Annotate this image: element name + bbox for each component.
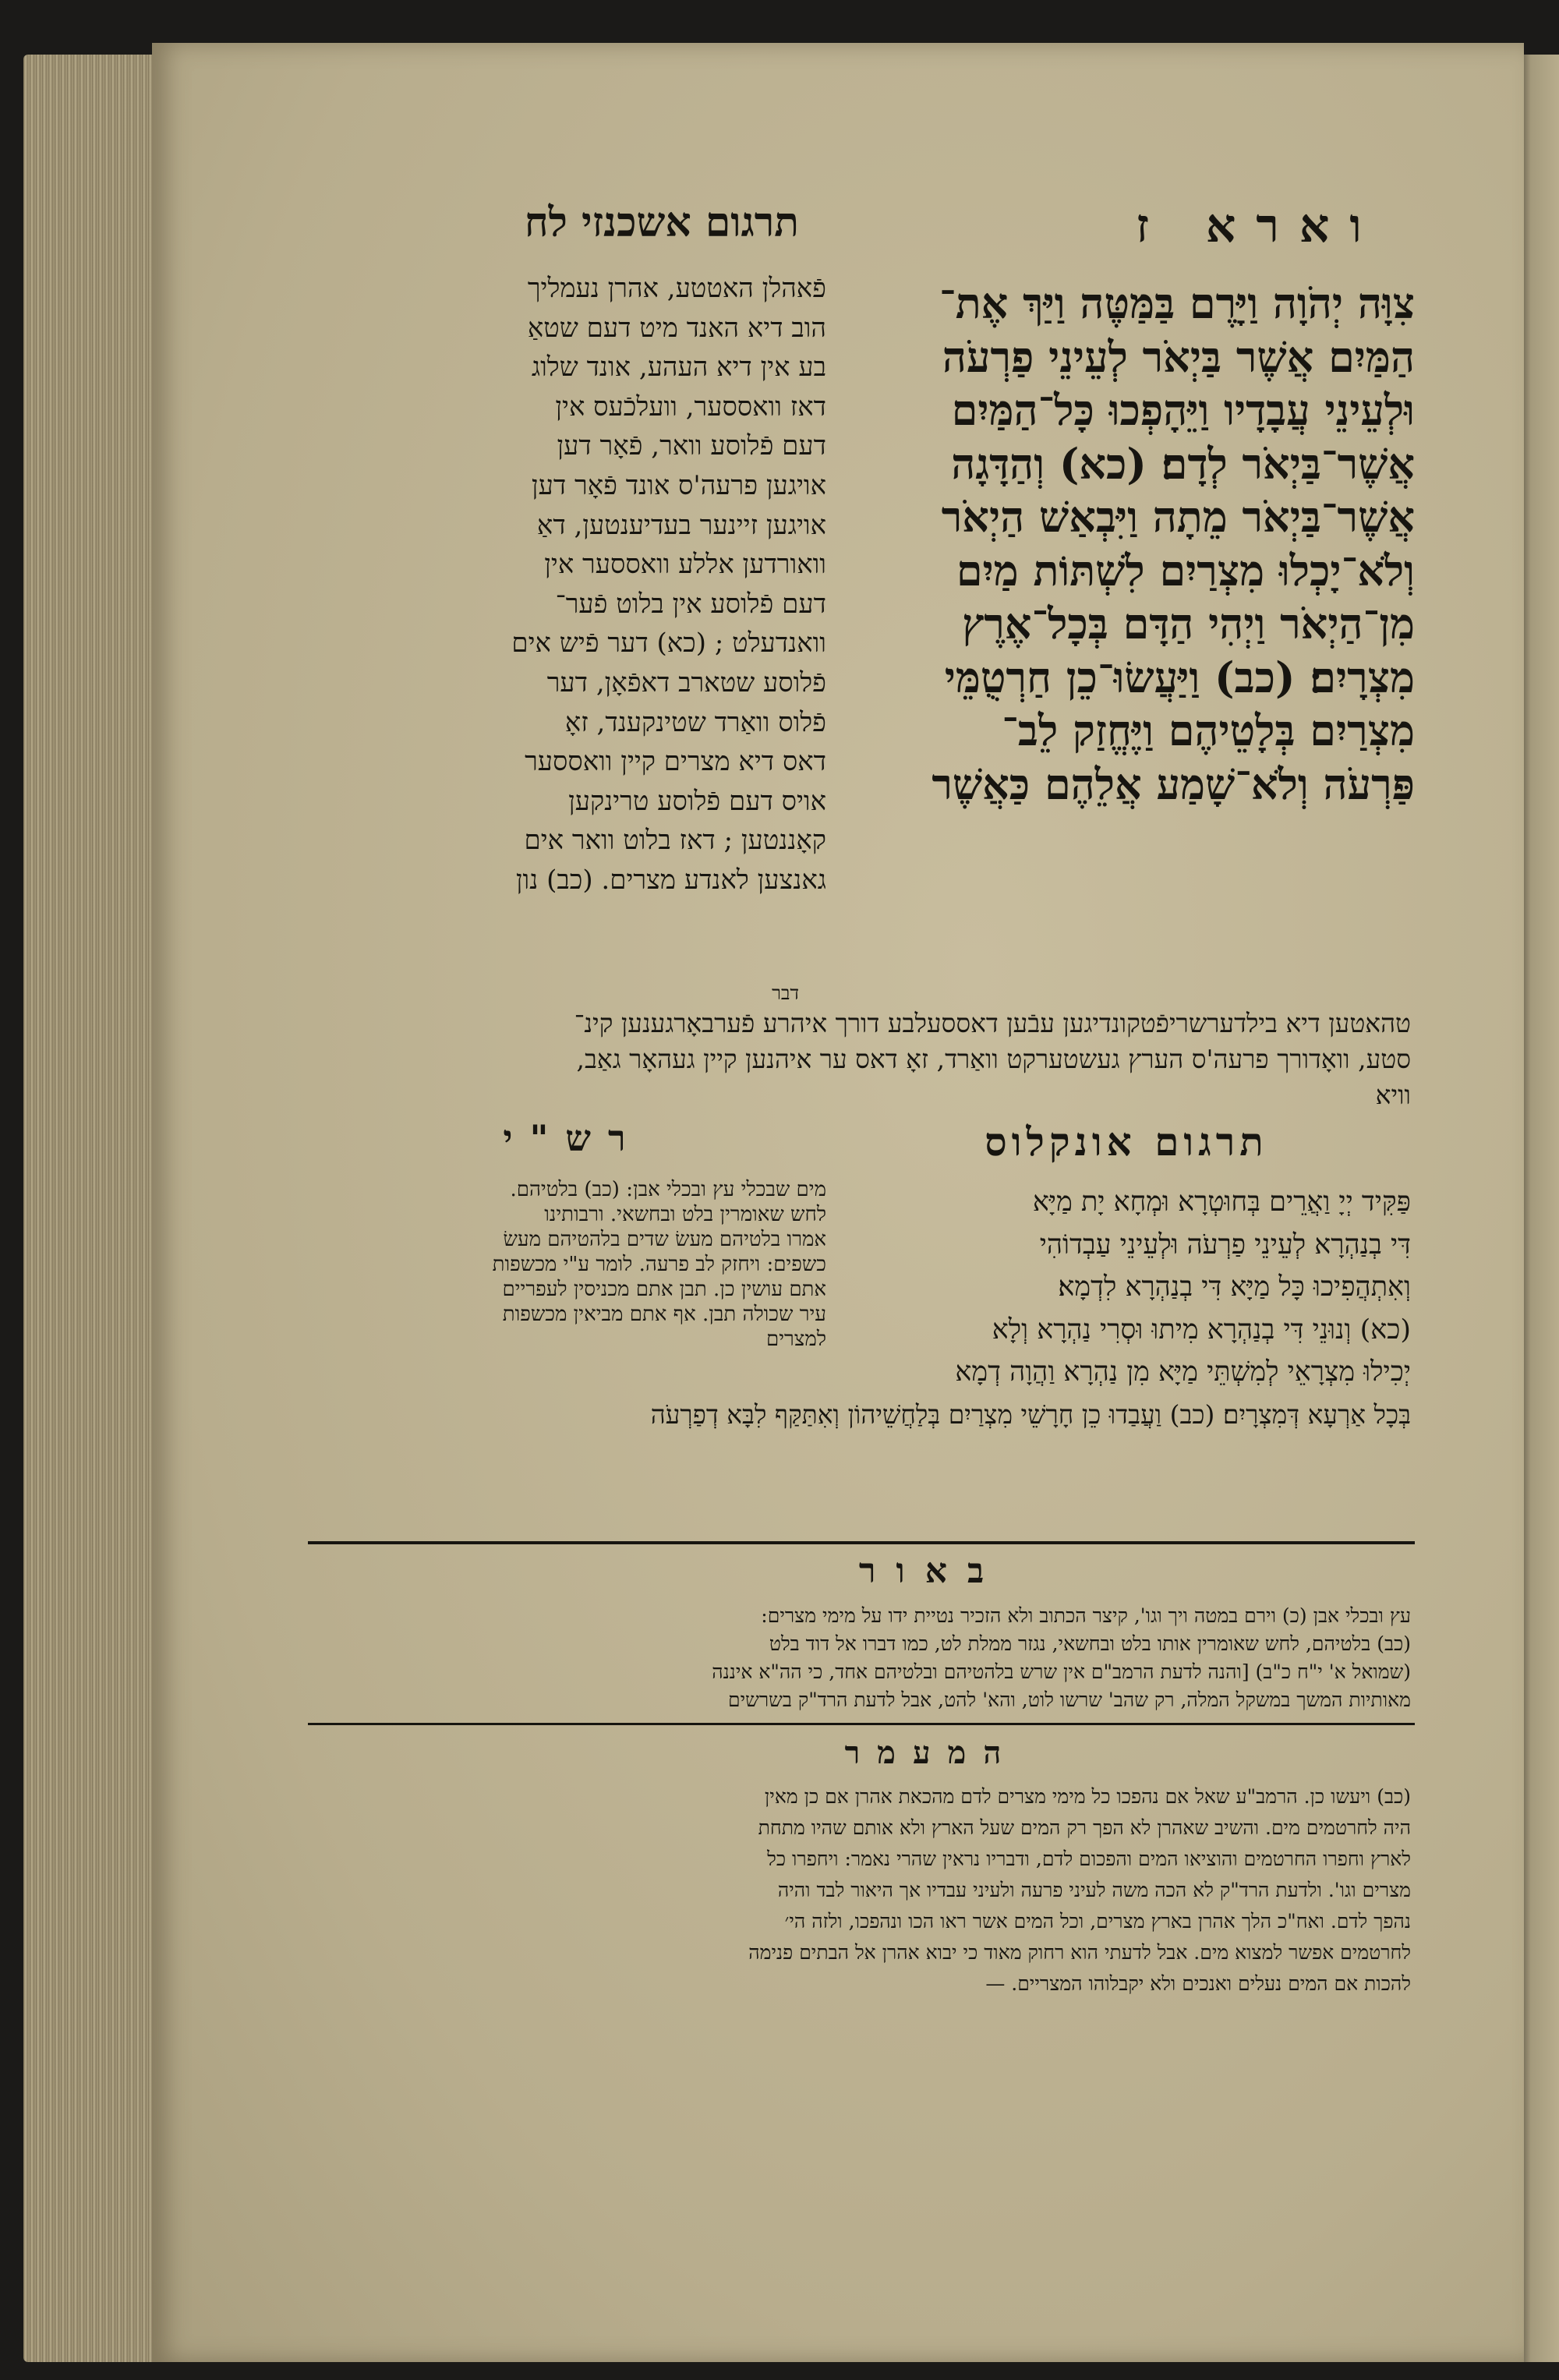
hameamer-line: היה לחרטמים מים. והשיב שאהרן לא הפך רק המים שעל הארץ ולא אותם שהיו מתחת xyxy=(758,1816,1411,1839)
yiddish-line: פֿלוס וואַרד שטינקענד, זאָ xyxy=(564,706,826,738)
onkelos-line: דִּי בְנַהְרָא לְעֵינֵי פַרְעֹה וּלְעֵינֵי עַבְדוֹהִי xyxy=(1039,1229,1411,1261)
catchword: דבר xyxy=(772,982,799,1004)
yiddish-line: סטע, וואָדורך פרעה'ס הערץ געשטערקט וואַרד, זאָ דאס ער איהנען קיין געהאָר גאַב, xyxy=(576,1044,1411,1074)
yiddish-line: פֿלוסע שטארב דאפֿאָן, דער xyxy=(546,667,826,698)
hebrew-verse-line: וּלְעֵינֵי עֲבָדָיו וַיֵּהָפְכוּ כָּל־הַמַּיִם xyxy=(951,385,1415,435)
rashi-title: רש"י xyxy=(503,1117,643,1159)
rashi-line: עיר שכולה תבן. אף אתם מביאין מכשפות xyxy=(502,1303,826,1326)
hebrew-verse-line: מִצְרַיִם בְּלָטֵיהֶם וַיֶּחֱזַק לֵב־ xyxy=(1002,706,1415,755)
hebrew-verse-line: מִן־הַיְאֹר וַיְהִי הַדָּם בְּכָל־אֶרֶץ xyxy=(962,599,1415,649)
hebrew-main-text xyxy=(729,277,1415,811)
biur-line: מאותיות המשך במשקל המלה, רק שהב' שרשו לוט, והא' להט, אבל לדעת הרד"ק בשרשים xyxy=(728,1689,1411,1711)
section-divider-2 xyxy=(308,1723,1415,1725)
section-divider xyxy=(308,1541,1415,1544)
yiddish-line: הוב דיא האנד מיט דעם שטאַ xyxy=(527,312,826,344)
onkelos-line: פַּקִּיד יְיָ וַאֲרֵים בְּחוּטְרָא וּמְחָא יָת מַיָּא xyxy=(1032,1186,1411,1218)
book-page-edges xyxy=(23,55,171,2362)
biur-line: (כב) בלטיהם, לחש שאומרין אותו בלט ובחשאי, נגזר ממלת לט, כמו דברו אל דוד בלט xyxy=(769,1632,1411,1655)
hameamer-line: לחרטמים אפשר למצוא מים. אבל לדעתי הוא רחוק מאוד כי יבוא אהרן אל הבתים פנימה xyxy=(748,1941,1411,1964)
yiddish-line: וואורדען אללע וואססער אין xyxy=(544,549,826,581)
hameamer-title: המעמר xyxy=(844,1735,1019,1771)
yiddish-line: אויגען פרעה'ס אונד פֿאָר דען xyxy=(531,469,826,501)
hebrew-verse-line: וְלֹא־יָכְלוּ מִצְרַיִם לִשְׁתּוֹת מַיִם xyxy=(956,545,1415,596)
yiddish-line: וויא xyxy=(1375,1080,1411,1110)
header-parsha-title: וארא ז xyxy=(1136,199,1382,253)
hameamer-line: להכות אם המים נעלים ואנכים ולא יקבלוהו המצריים. — xyxy=(985,1972,1411,1995)
header-yiddish-title: תרגום אשכנזי לח xyxy=(524,199,799,246)
onkelos-line: (כא) וְנוּנֵי דִּי בְנַהְרָא מִיתוּ וּסְרִי נַהְרָא וְלָא xyxy=(992,1314,1411,1346)
yiddish-line: דעם פֿלוסע וואר, פֿאָר דען xyxy=(557,430,826,462)
yiddish-line: דאז וואססער, וועלכֿעס אין xyxy=(555,391,826,423)
yiddish-translation-continuation xyxy=(327,1006,1411,1113)
biur-commentary xyxy=(312,1602,1411,1714)
hameamer-line: נהפך לדם. ואח"כ הלך אהרן בארץ מצרים, וכל המים אשר ראו הכו ונהפכו, ולזה הי׳ xyxy=(784,1910,1411,1933)
hameamer-line: לארץ וחפרו החרטמים והוציאו המים והפכום לדם, ודבריו נראין שהרי נאמר: ויחפרו כל xyxy=(767,1848,1411,1870)
yiddish-line: דעם פֿלוסע אין בלוט פֿער־ xyxy=(555,588,826,620)
biur-line: עץ ובכלי אבן (כ) וירם במטה ויך וגו', קיצר הכתוב ולא הזכיר נטיית ידו על מימי מצרים: xyxy=(761,1604,1411,1627)
rashi-line: לחש שאומרין בלט ובחשאי. ורבותינו xyxy=(544,1203,826,1226)
hameamer-line: (כב) ויעשו כן. הרמב"ע שאל אם נהפכו כל מימי מצרים לדם מהכאת אהרן אם כן מאין xyxy=(764,1785,1411,1808)
rashi-line: כשפים: ויחזק לב פרעה. לומר ע"י מכשפות xyxy=(492,1253,826,1276)
hebrew-verse-line: פַּרְעֹה וְלֹא־שָׁמַע אֲלֵהֶם כַּאֲשֶׁר xyxy=(932,759,1415,809)
hebrew-verse-line: מִצְרָיִם׃ (כב) וַיַּעֲשׂוּ־כֵן חַרְטֻמֵּי xyxy=(944,652,1415,702)
hebrew-verse-line: צִוָּה יְהֹוָה וַיָּרֶם בַּמַּטֶּה וַיַּךְ אֶת־ xyxy=(939,278,1415,328)
onkelos-line: יְכִילוּ מִצְרָאֵי לְמִשְׁתֵּי מַיָּא מִן נַהְרָא וַהֲוָה דְמָא xyxy=(955,1356,1411,1388)
biur-line: (שמואל א' י"ח כ"ב) [והנה לדעת הרמב"ם אין שרש בלהטיהם ובלטיהם אחד, כי הה"א איננה xyxy=(712,1660,1411,1683)
yiddish-line: טהאטען דיא בילדערשריפֿטקונדיגען עבֿען דאססעלבע דורך איהרע פֿערבאָרגענען קינ־ xyxy=(574,1008,1411,1038)
yiddish-line: פֿאהלן האטטע, אהרן נעמליך xyxy=(527,273,826,304)
hameamer-line: מצרים וגו'. ולדעת הרד"ק לא הכה משה לעיני פרעה ולעיני עבדיו אך היאור לבד והיה xyxy=(777,1879,1411,1901)
hameamer-commentary xyxy=(312,1781,1411,2000)
yiddish-line: דאס דיא מצרים קיין וואססער xyxy=(525,746,826,778)
rashi-line: אתם עושין כן. תבן אתם מכניסין לעפריים xyxy=(502,1278,826,1301)
hebrew-verse-line: אֲשֶׁר־בַּיְאֹר מֵתָה וַיִּבְאַשׁ הַיְאֹר xyxy=(941,492,1415,542)
rashi-line: מים שבכלי עץ ובכלי אבן: (כב) בלטיהם. xyxy=(510,1178,826,1201)
rashi-line: למצרים xyxy=(765,1328,826,1351)
rashi-line: אמרו בלטיהם מעשׂ שדים בלהטיהם מעשׂ xyxy=(503,1228,826,1251)
onkelos-line: בְּכָל אַרְעָא דְּמִצְרָיִם׃ (כב) וַעֲבַדוּ כֵן חָרָשֵׁי מִצְרַיִם בְּלַחֲשֵׁיהוֹן וְאִתַּקַּף לִבָּא דְפַרְעֹה xyxy=(650,1399,1411,1430)
yiddish-line: בע אין דיא העהע, אונד שלוג xyxy=(531,352,826,384)
hebrew-verse-line: הַמַּיִם אֲשֶׁר בַּיְאֹר לְעֵינֵי פַרְעֹה xyxy=(942,331,1415,382)
biur-title: באור xyxy=(858,1551,1005,1591)
onkelos-title: תרגום אונקלוס xyxy=(985,1119,1268,1165)
hebrew-verse-line: אֲשֶׁר־בַּיְאֹר לְדָם׃ (כא) וְהַדָּגָה xyxy=(951,438,1415,489)
yiddish-line: אויגען זיינער בעדיענטען, דאַ xyxy=(536,509,826,541)
yiddish-line: קאָננטען ; דאז בלוט וואר אים xyxy=(524,825,826,857)
onkelos-line: וְאִתְהֲפִיכוּ כָּל מַיָּא דִּי בְנַהְרָא לִדְמָא׃ xyxy=(1058,1271,1411,1303)
yiddish-line: וואנדעלט ; (כא) דער פֿיש אים xyxy=(511,628,826,660)
yiddish-line: גאנצען לאנדע מצרים. (כב) נון xyxy=(515,864,826,896)
yiddish-line: אויס דעם פֿלוסע טרינקען xyxy=(568,785,826,817)
onkelos-text xyxy=(327,1181,1411,1436)
book-page xyxy=(152,43,1524,2362)
